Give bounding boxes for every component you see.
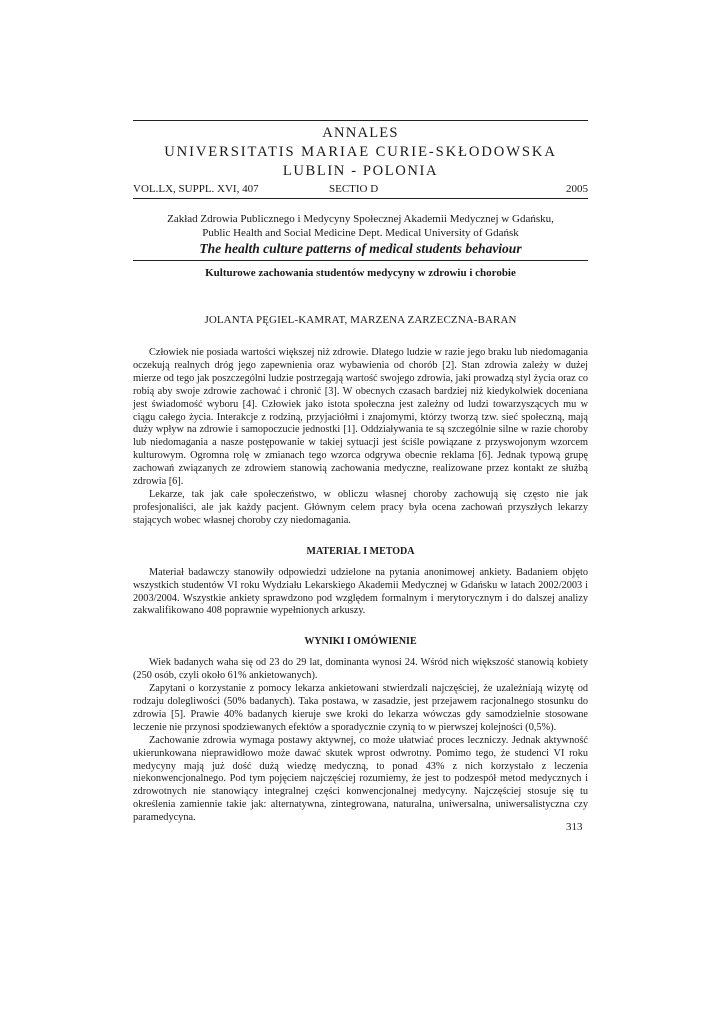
article-body	[133, 347, 588, 825]
results-paragraph: Zachowanie zdrowia wymaga postawy aktywnej, co może ułatwiać proces leczniczy. Jednak aktywność ukierunkowana nieprawidłowo może dawać skutek wprost odwrotny. Pomimo tego, że studenci VI roku medycyny mają już dość dużą wiedzę medyczną, to ponad 43% z nich korzystało z leczenia niekonwencjonalnego. Pod tym pojęciem najczęściej rozumiemy, że jest to podzespół metod medycznych i zdrowotnych nie stanowiący integralnej części konwencjonalnej medycyny. Najczęściej stosuje się tu określenia zamiennie takie jak: alternatywna, zintegrowana, naturalna, uniwersalna, uniwersalistyczna czy paramedycyna.	[133, 734, 588, 824]
journal-name-line3: LUBLIN - POLONIA	[282, 163, 439, 179]
header-rule-bottom	[133, 198, 588, 199]
header-rule-top	[133, 120, 588, 121]
intro-paragraph: Lekarze, tak jak całe społeczeństwo, w obliczu własnej choroby zachowują się często nie jak profesjonaliści, ale jak każdy pacjent. Głównym celem pracy była ocena zachowań przyszłych lekarzy stających wobec własnej choroby czy niedomagania.	[133, 488, 588, 526]
article-authors: JOLANTA PĘGIEL-KAMRAT, MARZENA ZARZECZNA-BARAN	[204, 314, 517, 326]
methods-paragraph: Materiał badawczy stanowiły odpowiedzi udzielone na pytania anonimowej ankiety. Badaniem objęto wszystkich studentów VI roku Wydziału Lekarskiego Akademii Medycznej w Gdańsku w latach 2002/2003 i 2003/2004. Wszystkie ankiety sprawdzono pod względem formalnym i merytorycznym i do dalszej analizy zakwalifikowano 408 poprawnie wypełnionych arkuszy.	[133, 566, 588, 617]
journal-meta	[133, 182, 588, 198]
journal-name-line2: UNIVERSITATIS MARIAE CURIE-SKŁODOWSKA	[164, 144, 557, 160]
results-paragraph: Wiek badanych waha się od 23 do 29 lat, dominanta wynosi 24. Wśród nich większość stanowią kobiety (250 osób, czyli około 61% ankietowanych).	[133, 657, 588, 682]
article-title-en: The health culture patterns of medical students behaviour	[199, 241, 522, 256]
section-heading-results: WYNIKI I OMÓWIENIE	[304, 636, 417, 648]
journal-name-line1: ANNALES	[322, 125, 399, 141]
page-number: 313	[566, 821, 583, 833]
affiliation-pl: Zakład Zdrowia Publicznego i Medycyny Społecznej Akademii Medycznej w Gdańsku,	[167, 213, 554, 225]
intro-paragraph: Człowiek nie posiada wartości większej niż zdrowie. Dlatego ludzie w razie jego braku lub niedomagania oczekują realnych dróg jego zapewnienia oraz wybawienia od chorób [2]. Stan zdrowia zależy w dużej mierze od tego jak poszczególni ludzie postrzegają wartość swojego zdrowia, jaki prowadzą styl życia oraz co robią aby swoje zdrowie zachować i chronić [3]. W obecnych czasach bardziej niż kiedykolwiek doceniana jest świadomość wyboru [4]. Człowiek jako istota społeczna jest zależny od ludzi towarzyszących mu w ciągu całego życia. Interakcje z rodziną, przyjaciółmi i znajomymi, którzy tworzą tzw. sieć społeczną, mają duży wpływ na zdrowie i samopoczucie jednostki [1]. Oddziaływania te są szczególnie silne w razie choroby lub niedomagania a nasze postępowanie w takiej sytuacji jest ściśle powiązane z przyswojonym wzorcem kulturowym. Ogromna rolę w zmianach tego wzorca odgrywa obecnie reklama [6]. Jednak typową grupę zachowań związanych ze zdrowiem stanowią zachowania medyczne, realizowane przez kontakt ze służbą zdrowia [6].	[133, 347, 588, 488]
article-page	[133, 120, 588, 825]
journal-year: 2005	[566, 183, 588, 195]
journal-volume: VOL.LX, SUPPL. XVI, 407	[133, 183, 259, 195]
title-rule	[133, 260, 588, 261]
results-paragraph: Zapytani o korzystanie z pomocy lekarza ankietowani stwierdzali najczęściej, że uzależniają wizytę od rodzaju dolegliwości (50% badanych). Taka postawa, w zasadzie, jest przejawem racjonalnego stosunku do zdrowia [5]. Prawie 40% badanych kieruje swe kroki do lekarza wówczas gdy samodzielnie stosowane leczenie nie przynosi spodziewanych efektów a sporadycznie czynią to w pierwszej kolejności (0,5%).	[133, 683, 588, 733]
journal-sectio: SECTIO D	[329, 183, 379, 195]
article-title-pl: Kulturowe zachowania studentów medycyny w zdrowiu i chorobie	[205, 267, 516, 279]
section-heading-methods: MATERIAŁ I METODA	[306, 545, 415, 557]
affiliation-en: Public Health and Social Medicine Dept. Medical University of Gdańsk	[202, 226, 519, 239]
